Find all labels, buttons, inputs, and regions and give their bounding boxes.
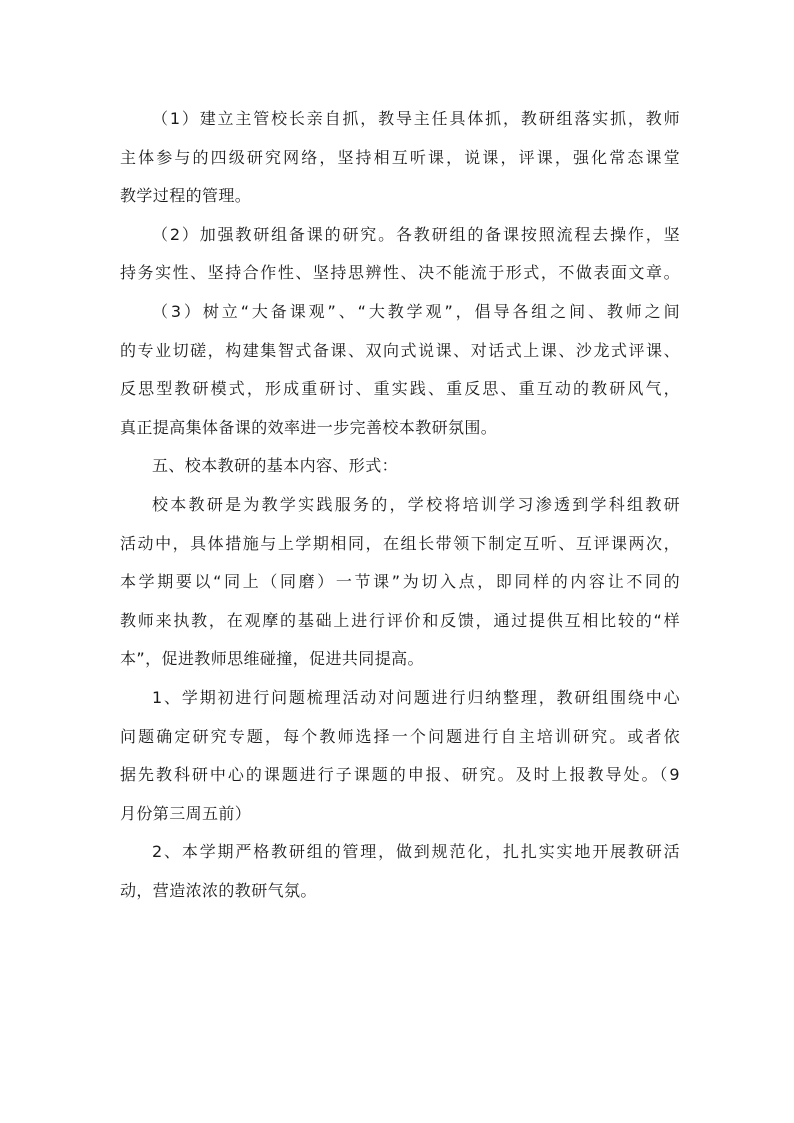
- paragraph-3-line-2: 的专业切磋，构建集智式备课、双向式说课、对话式上课、沙龙式评课、: [120, 340, 680, 360]
- paragraph-5-line-1: 1、学期初进行问题梳理活动对问题进行归纳整理，教研组围绕中心: [152, 687, 680, 707]
- paragraph-4-line-2: 活动中，具体措施与上学期相同，在组长带领下制定互听、互评课两次，: [120, 533, 680, 553]
- paragraph-2-line-1: （2）加强教研组备课的研究。各教研组的备课按照流程去操作，坚: [152, 224, 680, 244]
- paragraph-3-line-3: 反思型教研模式，形成重研讨、重实践、重反思、重互动的教研风气，: [120, 379, 680, 399]
- paragraph-4-line-1: 校本教研是为教学实践服务的，学校将培训学习渗透到学科组教研: [152, 494, 680, 514]
- paragraph-1-line-2: 主体参与的四级研究网络，坚持相互听课，说课，评课，强化常态课堂: [120, 147, 680, 167]
- paragraph-1-line-3: 教学过程的管理。: [120, 186, 252, 206]
- paragraph-3-line-4: 真正提高集体备课的效率进一步完善校本教研氛围。: [120, 417, 498, 437]
- paragraph-4-line-4: 教师来执教，在观摩的基础上进行评价和反馈，通过提供互相比较的“样: [120, 610, 680, 630]
- document-body: [120, 100, 680, 910]
- paragraph-1-line-1: （1）建立主管校长亲自抓，教导主任具体抓，教研组落实抓，教师: [152, 109, 680, 128]
- paragraph-2-line-2: 持务实性、坚持合作性、坚持思辨性、决不能流于形式，不做表面文章。: [120, 263, 680, 283]
- paragraph-4-line-5: 本”，促进教师思维碰撞，促进共同提高。: [120, 649, 424, 669]
- paragraph-5-line-4: 月份第三周五前）: [120, 803, 252, 823]
- paragraph-5-line-2: 问题确定研究专题，每个教师选择一个问题进行自主培训研究。或者依: [120, 726, 680, 746]
- paragraph-6-line-1: 2、本学期严格教研组的管理，做到规范化，扎扎实实地开展教研活: [152, 842, 680, 862]
- paragraph-6-line-2: 动，营造浓浓的教研气氛。: [120, 880, 317, 900]
- section-heading: 五、校本教研的基本内容、形式：: [152, 456, 399, 476]
- paragraph-3-line-1: （3）树立“大备课观”、“大教学观”，倡导各组之间、教师之间: [152, 301, 680, 321]
- paragraph-5-line-3: 据先教科研中心的课题进行子课题的申报、研究。及时上报教导处。（9: [120, 765, 680, 785]
- paragraph-4-line-3: 本学期要以“同上（同磨）一节课”为切入点，即同样的内容让不同的: [120, 572, 680, 592]
